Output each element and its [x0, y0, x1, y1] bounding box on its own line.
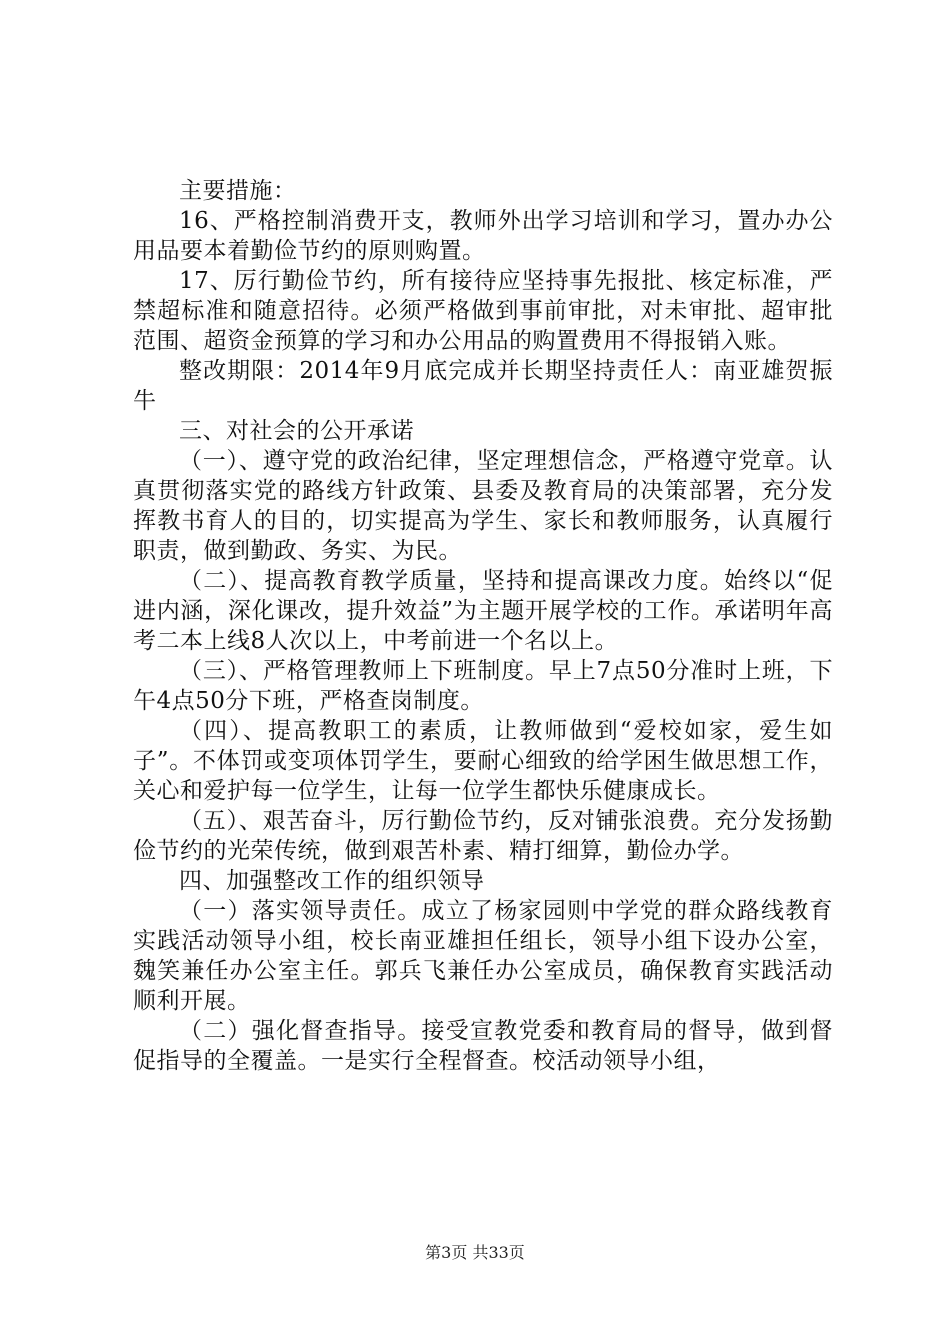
paragraph-organization-2: （二）强化督查指导。接受宣教党委和教育局的督导，做到督促指导的全覆盖。一是实行全程督查。校活动领导小组， [133, 1018, 833, 1074]
section-heading-organization: 四、加强整改工作的组织领导 [179, 868, 485, 894]
section-heading-public-commitment: 三、对社会的公开承诺 [179, 418, 414, 444]
paragraph-main-measures: 主要措施： [179, 178, 297, 204]
document-body [133, 176, 833, 1076]
paragraph-commitment-1: （一）、遵守党的政治纪律，坚定理想信念，严格遵守党章。认真贯彻落实党的路线方针政策、县委及教育局的决策部署，充分发挥教书育人的目的，切实提高为学生、家长和教师服务，认真履行职责，做到勤政、务实、为民。 [133, 448, 833, 564]
paragraph-deadline: 整改期限：2014年9月底完成并长期坚持责任人：南亚雄贺振牛 [133, 358, 833, 414]
paragraph-commitment-4: （四）、提高教职工的素质，让教师做到“爱校如家，爱生如子”。不体罚或变项体罚学生，要耐心细致的给学困生做思想工作，关心和爱护每一位学生，让每一位学生都快乐健康成长。 [133, 718, 833, 804]
paragraph-organization-1: （一）落实领导责任。成立了杨家园则中学党的群众路线教育实践活动领导小组，校长南亚雄担任组长，领导小组下设办公室，魏笑兼任办公室主任。郭兵飞兼任办公室成员，确保教育实践活动顺利开展。 [133, 898, 833, 1014]
paragraph-commitment-2: （二）、提高教育教学质量，坚持和提高课改力度。始终以“促进内涵，深化课改，提升效益”为主题开展学校的工作。承诺明年高考二本上线8人次以上，中考前进一个名以上。 [133, 568, 833, 654]
paragraph-item-17: 17、厉行勤俭节约，所有接待应坚持事先报批、核定标准，严禁超标准和随意招待。必须严格做到事前审批，对未审批、超审批范围、超资金预算的学习和办公用品的购置费用不得报销入账。 [133, 268, 833, 354]
paragraph-commitment-3: （三）、严格管理教师上下班制度。早上7点50分准时上班，下午4点50分下班，严格查岗制度。 [133, 658, 833, 714]
paragraph-item-16: 16、严格控制消费开支，教师外出学习培训和学习，置办办公用品要本着勤俭节约的原则购置。 [133, 208, 833, 264]
page-footer: 第3页 共33页 [425, 1243, 525, 1262]
paragraph-commitment-5: （五）、艰苦奋斗，厉行勤俭节约，反对铺张浪费。充分发扬勤俭节约的光荣传统，做到艰苦朴素、精打细算，勤俭办学。 [133, 808, 833, 864]
